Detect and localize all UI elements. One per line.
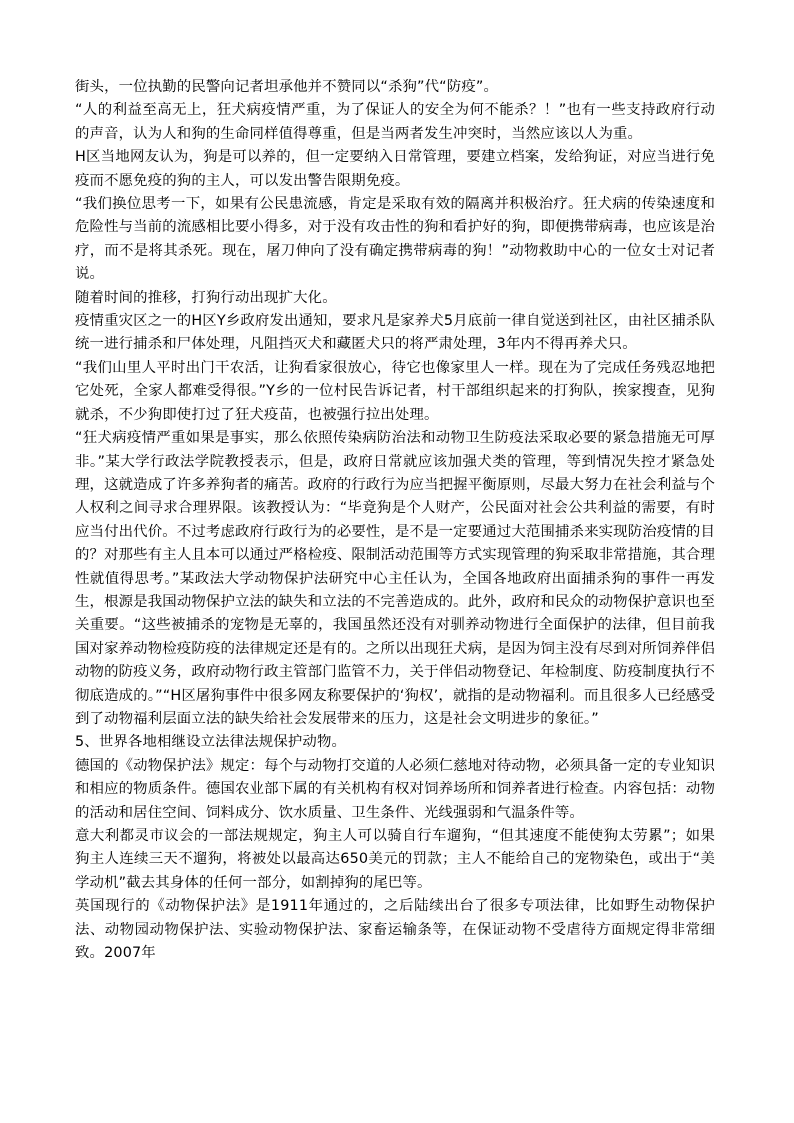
paragraph-7: “我们山里人平时出门干农活，让狗看家很放心，待它也像家里人一样。现在为了完成任务残忍地把它处死，全家人都难受得很。”Y乡的一位村民告诉记者，村干部组织起来的打狗队，挨家搜查，见狗就杀，不少狗即使打过了狂犬疫苗，也被强行拉出处理。 <box>75 359 715 423</box>
paragraph-10: 德国的《动物保护法》规定：每个与动物打交道的人必须仁慈地对待动物，必须具备一定的专业知识和相应的物质条件。德国农业部下属的有关机构有权对饲养场所和饲养者进行检查。内容包括：动物的活动和居住空间、饲料成分、饮水质量、卫生条件、光线强弱和气温条件等。 <box>75 757 715 821</box>
paragraph-12: 英国现行的《动物保护法》是1911年通过的，之后陆续出台了很多专项法律，比如野生动物保护法、动物园动物保护法、实验动物保护法、家畜运输条等，在保证动物不受虐待方面规定得非常细致。2007年 <box>75 898 715 962</box>
paragraph-4: “我们换位思考一下，如果有公民患流感，肯定是采取有效的隔离并积极治疗。狂犬病的传染速度和危险性与当前的流感相比要小得多，对于没有攻击性的狗和看护好的狗，即便携带病毒，也应该是治疗，而不是将其杀死。现在，屠刀伸向了没有确定携带病毒的狗！”动物救助中心的一位女士对记者说。 <box>75 196 715 283</box>
document-page <box>75 76 715 965</box>
paragraph-1: 街头，一位执勤的民警向记者坦承他并不赞同以“杀狗”代“防疫”。 <box>75 79 499 95</box>
paragraph-3: H区当地网友认为，狗是可以养的，但一定要纳入日常管理，要建立档案，发给狗证，对应当进行免疫而不愿免疫的狗的主人，可以发出警告限期免疫。 <box>75 149 715 189</box>
paragraph-2: “人的利益至高无上，狂犬病疫情严重，为了保证人的安全为何不能杀？！”也有一些支持政府行动的声音，认为人和狗的生命同样值得尊重，但是当两者发生冲突时，当然应该以人为重。 <box>75 102 715 142</box>
paragraph-8: “狂犬病疫情严重如果是事实，那么依照传染病防治法和动物卫生防疫法采取必要的紧急措施无可厚非。”某大学行政法学院教授表示，但是，政府日常就应该加强犬类的管理，等到情况失控才紧急处理，这就造成了许多养狗者的痛苦。政府的行政行为应当把握平衡原则，尽最大努力在社会利益与个人权利之间寻求合理界限。该教授认为：“毕竟狗是个人财产，公民面对社会公共利益的需要，有时应当付出代价。不过考虑政府行政行为的必要性，是不是一定要通过大范围捕杀来实现防治疫情的目的？对那些有主人且本可以通过严格检疫、限制活动范围等方式实现管理的狗采取非常措施，其合理性就值得思考。”某政法大学动物保护法研究中心主任认为，全国各地政府出面捕杀狗的事件一再发生，根源是我国动物保护立法的缺失和立法的不完善造成的。此外，政府和民众的动物保护意识也至关重要。“这些被捕杀的宠物是无辜的，我国虽然还没有对驯养动物进行全面保护的法律，但目前我国对家养动物检疫防疫的法律规定还是有的。之所以出现狂犬病，是因为饲主没有尽到对所饲养伴侣动物的防疫义务，政府动物行政主管部门监管不力，关于伴侣动物登记、年检制度、防疫制度执行不彻底造成的。”“H区屠狗事件中很多网友称要保护的‘狗权’，就指的是动物福利。而且很多人已经感受到了动物福利层面立法的缺失给社会发展带来的压力，这是社会文明进步的象征。” <box>75 430 715 727</box>
paragraph-6: 疫情重灾区之一的H区Y乡政府发出通知，要求凡是家养犬5月底前一律自觉送到社区，由社区捕杀队统一进行捕杀和尸体处理，凡阻挡灭犬和藏匿犬只的将严肃处理，3年内不得再养犬只。 <box>75 313 715 353</box>
paragraph-5: 随着时间的推移，打狗行动出现扩大化。 <box>75 289 337 306</box>
paragraph-11: 意大利都灵市议会的一部法规规定，狗主人可以骑自行车遛狗，“但其速度不能使狗太劳累”；如果狗主人连续三天不遛狗，将被处以最高达650美元的罚款；主人不能给自己的宠物染色，或出于“美学动机”截去其身体的任何一部分，如割掉狗的尾巴等。 <box>75 828 715 891</box>
section-heading: 5、世界各地相继设立法律法规保护动物。 <box>75 734 347 751</box>
